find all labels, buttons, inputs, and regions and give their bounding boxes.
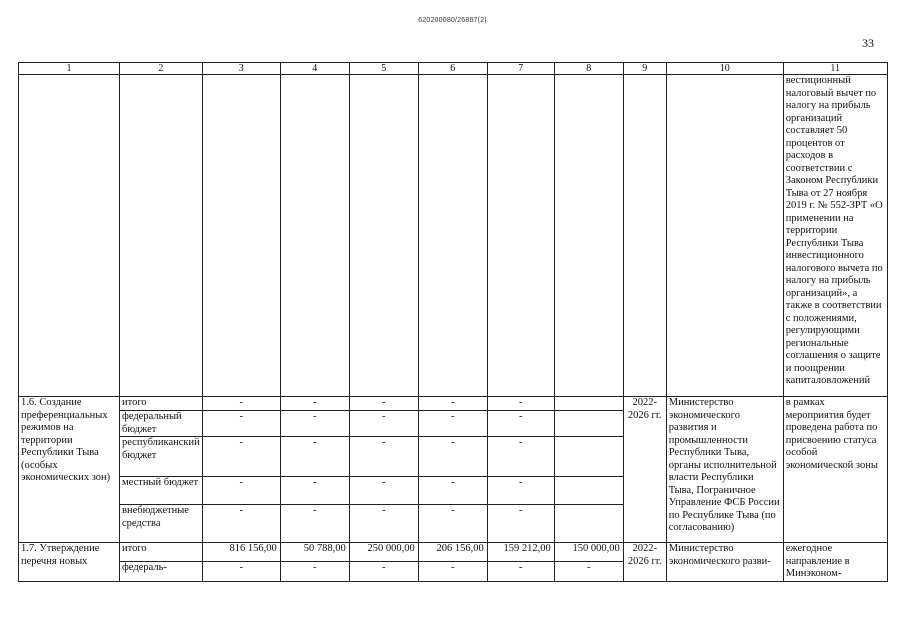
program-table [18, 62, 888, 582]
value-cell: - [487, 411, 554, 437]
col-header: 5 [349, 63, 418, 75]
value-cell: - [349, 437, 418, 477]
period-cell: 2022-2026 гг. [623, 397, 666, 543]
value-cell: - [202, 437, 280, 477]
value-cell [554, 411, 623, 437]
value-cell: - [349, 477, 418, 505]
value-cell: - [418, 411, 487, 437]
period-cell: 2022-2026 гг. [623, 543, 666, 582]
col-header: 9 [623, 63, 666, 75]
value-cell: - [349, 562, 418, 581]
table-row [19, 397, 888, 411]
value-cell: - [554, 562, 623, 581]
value-cell: 816 156,00 [202, 543, 280, 562]
value-cell: 159 212,00 [487, 543, 554, 562]
value-cell: - [418, 437, 487, 477]
table-row [19, 543, 888, 562]
source-name: местный бюджет [120, 477, 203, 505]
value-cell: - [487, 562, 554, 581]
value-cell [554, 397, 623, 411]
value-cell: 206 156,00 [418, 543, 487, 562]
value-cell: - [418, 397, 487, 411]
continuation-row [19, 75, 888, 397]
result-cell: в рамках мероприятия будет проведена работа по присвоению статуса особой экономической зоны [783, 397, 887, 543]
col-header: 10 [666, 63, 783, 75]
value-cell: - [280, 562, 349, 581]
value-cell: - [280, 397, 349, 411]
document-code: 620200080/26867(2) [418, 17, 487, 24]
column-number-row [19, 63, 888, 75]
value-cell: - [280, 437, 349, 477]
measure-title: 1.6. Создание преференциальных режимов на территории Республики Тыва (особых экономических зон) [19, 397, 120, 543]
value-cell: - [487, 505, 554, 543]
col-header: 3 [202, 63, 280, 75]
value-cell: - [418, 505, 487, 543]
value-cell: - [487, 437, 554, 477]
value-cell: - [418, 477, 487, 505]
executor-cell: Министерство экономического разви- [666, 543, 783, 582]
col-header: 2 [120, 63, 203, 75]
value-cell: 50 788,00 [280, 543, 349, 562]
page-number: 33 [862, 36, 874, 50]
value-cell: - [280, 505, 349, 543]
source-name: федераль- [120, 562, 203, 581]
value-cell: - [487, 397, 554, 411]
col-header: 7 [487, 63, 554, 75]
value-cell: - [418, 562, 487, 581]
value-cell: - [202, 562, 280, 581]
value-cell: - [280, 477, 349, 505]
source-name: итого [120, 543, 203, 562]
source-name: федеральный бюджет [120, 411, 203, 437]
value-cell: 150 000,00 [554, 543, 623, 562]
value-cell: - [487, 477, 554, 505]
result-cell: ежегодное направление в Минэконом- [783, 543, 887, 582]
value-cell [554, 505, 623, 543]
value-cell: - [349, 411, 418, 437]
col-header: 11 [783, 63, 887, 75]
value-cell: - [349, 397, 418, 411]
value-cell: - [202, 411, 280, 437]
value-cell: - [202, 505, 280, 543]
source-name: итого [120, 397, 203, 411]
value-cell: 250 000,00 [349, 543, 418, 562]
value-cell: - [202, 477, 280, 505]
source-name: внебюджетные средства [120, 505, 203, 543]
value-cell [554, 477, 623, 505]
value-cell: - [280, 411, 349, 437]
col-header: 6 [418, 63, 487, 75]
value-cell: - [202, 397, 280, 411]
executor-cell: Министерство экономического развития и промышленности Республики Тыва, органы исполнительной власти Республики Тыва, Пограничное Управление ФСБ России по Республике Тыва (по согласованию) [666, 397, 783, 543]
continuation-text: вестиционный налоговый вычет по налогу на прибыль организаций составляет 50 процентов от расходов в соответствии с Законом Республики Тыва от 27 ноября 2019 г. № 552-ЗРТ «О применении на территории Республики Тыва инвестиционного налогового вычета по налогу на прибыль организаций», а также в соответствии с положениями, регулирующими региональные соглашения о защите и поощрении капиталовложений [783, 75, 887, 397]
value-cell: - [349, 505, 418, 543]
col-header: 4 [280, 63, 349, 75]
col-header: 8 [554, 63, 623, 75]
source-name: республиканский бюджет [120, 437, 203, 477]
measure-title: 1.7. Утверждение перечня новых [19, 543, 120, 582]
value-cell [554, 437, 623, 477]
col-header: 1 [19, 63, 120, 75]
